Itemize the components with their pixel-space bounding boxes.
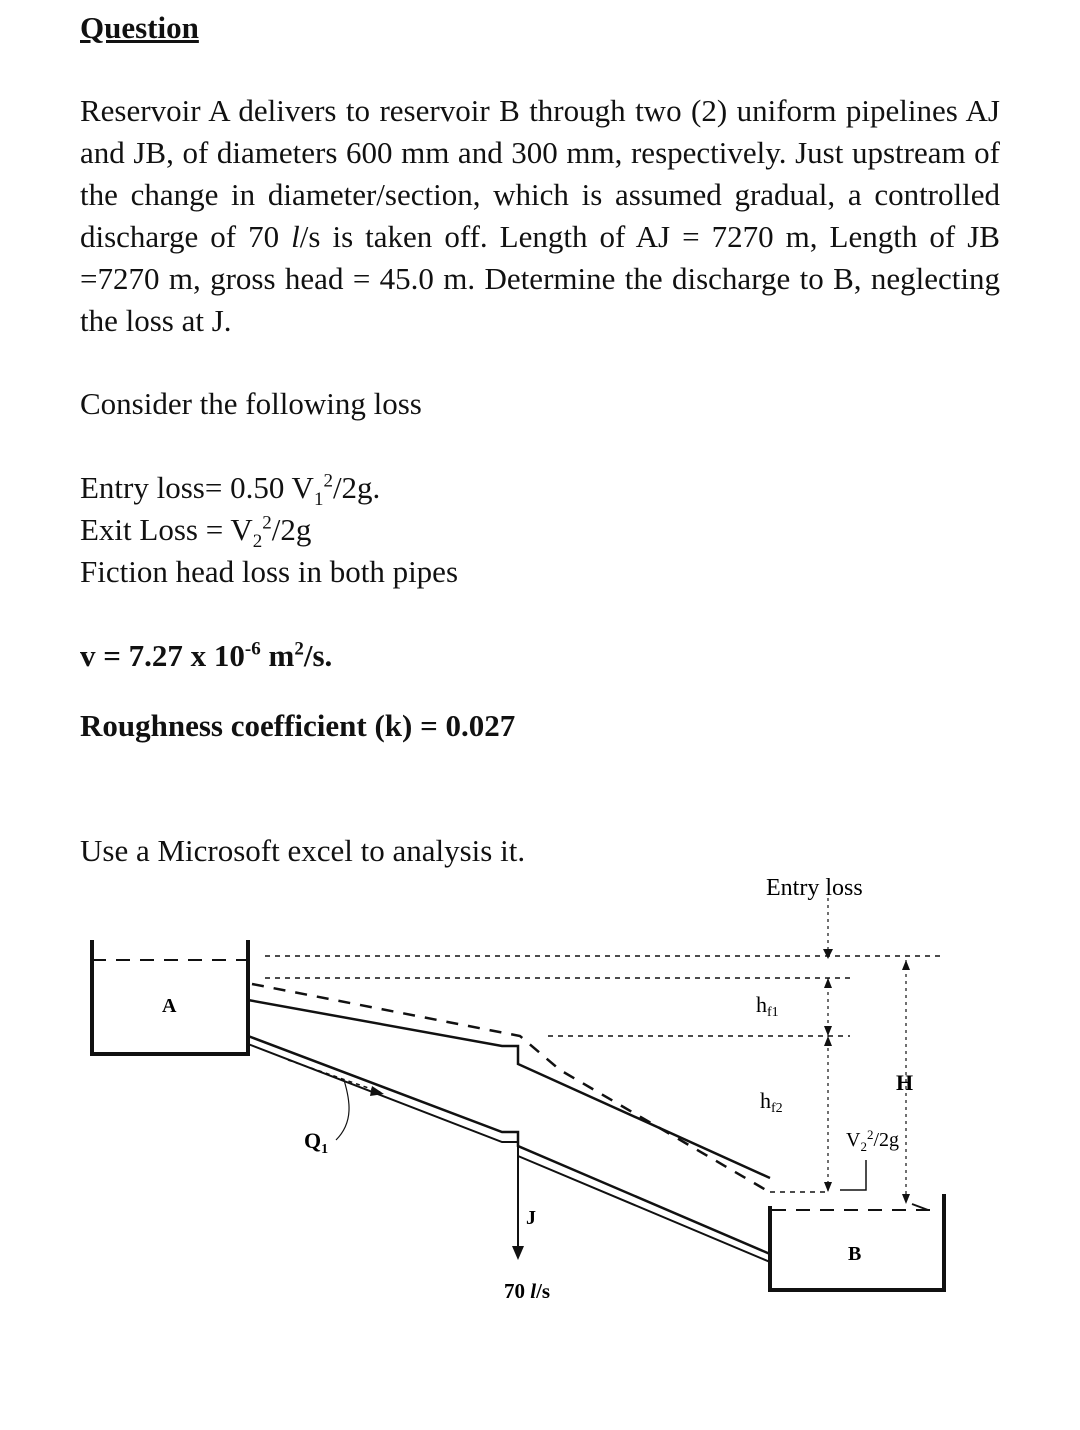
viscosity-exponent: -6	[244, 638, 261, 660]
entry-loss-sup: 2	[323, 470, 333, 492]
consider-text: Consider the following loss	[80, 386, 422, 421]
velocity-head-callout	[840, 1160, 866, 1190]
roughness-line: Roughness coefficient (k) = 0.027	[80, 708, 516, 743]
junction-label: J	[526, 1207, 536, 1229]
exit-loss-sup: 2	[262, 512, 272, 534]
entry-loss-sub: 1	[313, 489, 324, 511]
velocity-head-label: $V_2^2/2g$	[846, 1127, 900, 1154]
reservoir-b	[770, 1194, 944, 1290]
takeoff-arrow	[512, 1146, 524, 1260]
exit-loss-sub: 2	[252, 531, 263, 553]
q1-label: $Q_1$	[304, 1128, 329, 1157]
friction-loss-text: Fiction head loss in both pipes	[80, 554, 459, 589]
page-title: Question	[80, 10, 199, 45]
pipe	[248, 1000, 770, 1262]
viscosity-unit-tail: /s.	[303, 638, 333, 673]
viscosity-unit-sup: 2	[294, 638, 304, 660]
hf2-label: hf2	[760, 1088, 783, 1116]
takeoff-label: 70 l/s	[504, 1279, 551, 1303]
problem-text-1: Reservoir A delivers to reservoir B through two (2) uniform pipelines AJ and JB, of diameters 600 mm and 300 mm, respectively. Just upstream of the change in diameter/section, which is assumed gradual, a controlled discharge of 70	[80, 93, 1000, 254]
instruction-text: Use a Microsoft excel to analysis it.	[80, 833, 526, 868]
entry-loss-formula	[80, 470, 381, 511]
reservoir-a-label: A	[162, 995, 177, 1017]
reservoir-b-label: B	[848, 1243, 862, 1265]
problem-unit: l	[291, 219, 300, 254]
exit-loss-text: Exit Loss = V	[80, 512, 253, 547]
pipeline-diagram	[0, 860, 1080, 1320]
entry-loss-tail: /2g.	[332, 470, 381, 505]
exit-loss-tail: /2g	[271, 512, 312, 547]
problem-text-2: /s is taken off. Length of AJ = 7270 m, Length of JB =7270 m, gross head = 45.0 m. Determine the discharge to B, neglecting the loss at J.	[80, 219, 1000, 338]
energy-lines	[252, 898, 940, 1204]
entry-loss-text: Entry loss= 0.50 V	[80, 470, 314, 505]
gross-head-label: H	[896, 1070, 914, 1095]
exit-loss-formula	[80, 512, 312, 553]
viscosity-unit: m	[260, 638, 295, 673]
hf1-label: hf1	[756, 992, 779, 1020]
flow-arrow	[288, 1060, 384, 1140]
viscosity-line	[80, 638, 332, 674]
entry-loss-label: Entry loss	[766, 875, 863, 901]
viscosity-text: v = 7.27 x 10	[80, 638, 245, 673]
problem-statement	[80, 90, 1000, 342]
